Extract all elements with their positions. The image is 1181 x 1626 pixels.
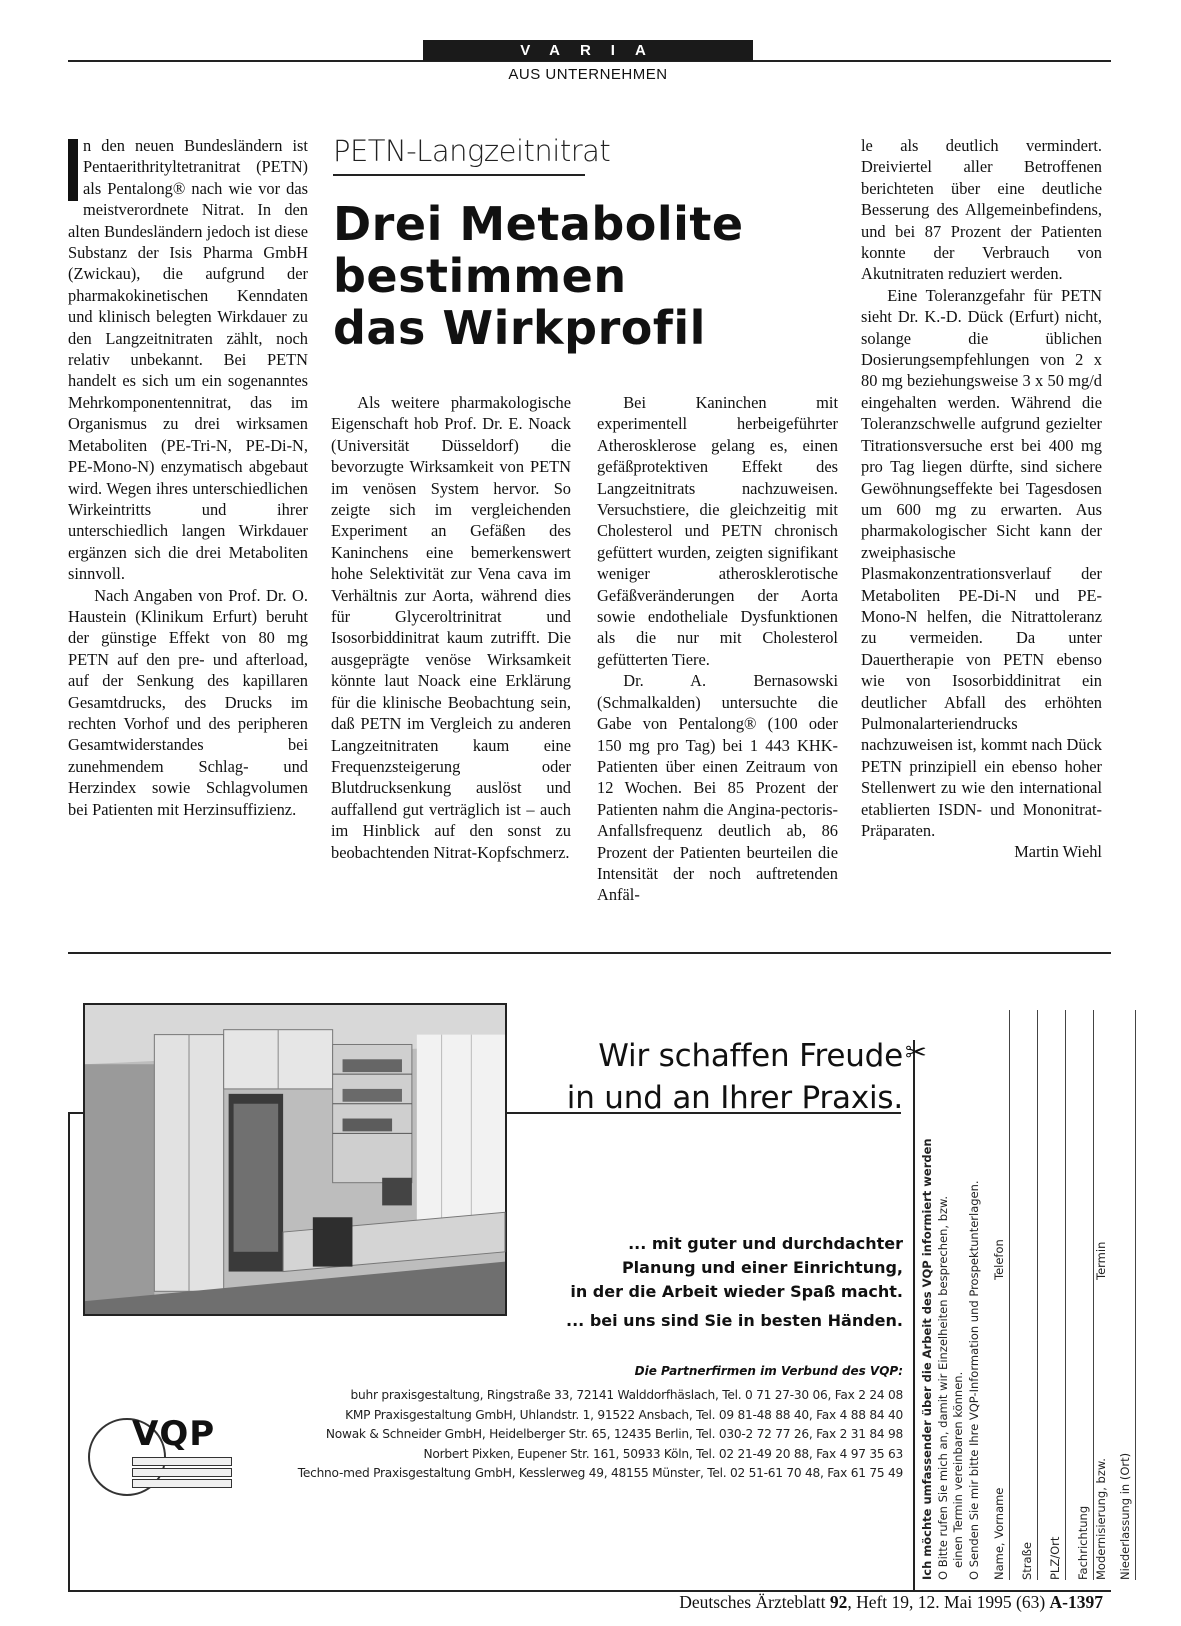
partner-entry: KMP Praxisgestaltung GmbH, Uhlandstr. 1, 91522 Ansbach, Tel. 09 81-48 88 40, Fax 4 88 84 40 (345, 1407, 903, 1422)
partner-entry: Techno-med Praxisgestaltung GmbH, Kesslerweg 49, 48155 Münster, Tel. 02 51-61 70 48, Fax 61 75 49 (297, 1466, 903, 1480)
ad-frame-line (68, 1112, 70, 1590)
ad-subheadline (520, 1232, 903, 1304)
page-footer (560, 1592, 1103, 1613)
coupon-field-location[interactable]: Niederlassung in (Ort) (1111, 1010, 1136, 1580)
ad-subheadline-line: Planung und einer Einrichtung, (621, 1258, 903, 1277)
ad-subheadline-line: ... mit guter und durchdachter (628, 1234, 903, 1253)
ad-frame-line (68, 1112, 83, 1114)
article-author: Martin Wiehl (1014, 842, 1102, 862)
paragraph: n den neuen Bundesländern ist Pentaerithrityltetranitrat (PETN) als Pentalong® nach wie vor das meistverordnete Nitrat. In den alten Bundesländern jedoch ist diese Substanz der Isis Pharma GmbH (Zwickau), die aufgrund der pharmakokinetischen Kenndaten und klinisch belegten Wirkdauer zu den Langzeitnitraten zählt, noch relativ unbekannt. Bei PETN handelt es sich um ein sogenanntes Mehrkomponentennitrat, das im Organismus zu drei wirksamen Metaboliten (PE-Tri-N, PE-Di-N, PE-Mono-N) enzymatisch abgebaut wird. Wegen ihres unterschiedlichen Wirkeintritts und ihrer unterschiedlich langen Wirkdauer ergänzen sich die drei Metaboliten sinnvoll. (68, 136, 308, 584)
journal-volume: 92 (829, 1592, 848, 1612)
paragraph: Nach Angaben von Prof. Dr. O. Haustein (Klinikum Erfurt) beruht der günstige Effekt von 80 mg PETN auf den pre- und afterload, auf der Senkung des kapillaren Gesamtdrucks, des Drucks im rechten Vorhof und des peripheren Gesamtwiderstandes bei zunehmendem Schlag- und Herzindex sowie Schlagvolumen bei Patienten mit Herzinsuffizienz. (68, 585, 308, 819)
journal-issue: , Heft 19, 12. Mai 1995 (63) (847, 1592, 1046, 1612)
ad-office-photo (83, 1003, 507, 1316)
vqp-logo: VQP (132, 1414, 216, 1454)
paragraph: Eine Toleranzgefahr für PETN sieht Dr. K.-D. Dück (Erfurt) nicht, solange die üblichen Dosierungsempfehlungen von 2 x 80 mg beziehungsweise 3 x 50 mg/d eingehalten werden. Während die Toleranzschwelle aufgrund gezielter Titrationsversuche erst bei 400 mg pro Tag liegen dürfte, sind sichere Gewöhnungseffekte bei Tagesdosen um 600 mg zu erwarten. Aus pharmakologischer Sicht kann der zweiphasische Plasmakonzentrationsverlauf der Metaboliten PE-Di-N und PE-Mono-N helfen, die Nitrattoleranz zu vermeiden. Da unter Dauertherapie von PETN ebenso wie von Isosorbiddinitrat ein deutlicher Abfall des erhöhten Pulmonalarteriendrucks nachzuweisen ist, kommt nach Dück PETN prinzipiell ein ebenso hoher Stellenwert zu wie den international etablierten ISDN- und Mononitrat-Präparaten. (861, 285, 1102, 840)
paragraph: le als deutlich vermindert. Dreiviertel aller Betroffenen berichteten über eine deutliche Besserung des Allgemeinbefindens, und bei 87 Prozent der Patienten konnte der Verbrauch von Akutnitraten reduziert werden. (861, 136, 1102, 284)
subsection-label: AUS UNTERNEHMEN (508, 66, 668, 83)
coupon-field-specialty[interactable]: Fachrichtung (1069, 1010, 1094, 1580)
ad-partners-list (240, 1386, 903, 1484)
paragraph: Bei Kaninchen mit experimentell herbeigeführter Atherosklerose gelang es, einen gefäßprotektiven Effekt des Langzeitnitrats nachzuweisen. Versuchstiere, die gleichzeitig mit Cholesterol und PETN chronisch gefüttert wurden, zeigten signifikant weniger atherosklerotische Gefäßveränderungen der Aorta sowie endotheliale Dysfunktionen als die nur mit Cholesterol gefütterten Tiere. (597, 393, 838, 669)
article-headline (333, 198, 833, 354)
ad-headline-line: Wir schaffen Freude (598, 1038, 903, 1074)
coupon-field-city[interactable]: PLZ/Ort (1041, 1010, 1066, 1580)
article-column-1 (68, 135, 308, 820)
scissors-icon: ✂ (905, 1038, 927, 1067)
article-column-4 (861, 135, 1102, 863)
headline-line: bestimmen (333, 249, 627, 303)
ad-subheadline-line: in der die Arbeit wieder Spaß macht. (570, 1282, 903, 1301)
kicker-rule (333, 174, 585, 176)
article-column-2 (331, 392, 571, 863)
article-column-3 (597, 392, 838, 906)
journal-name: Deutsches Ärzteblatt (679, 1592, 826, 1612)
paragraph: Als weitere pharmakologische Eigenschaft hob Prof. Dr. E. Noack (Universität Düsseldorf) die bevorzugte Wirksamkeit von PETN im venösen System hervor. So zeigte sich im vergleichenden Experiment an Gefäßen des Kaninchens eine bemerkenswert hohe Selektivität zur Vena cava im Verhältnis zur Aorta, während dies für Glyceroltrinitrat und Isosorbiddinitrat kaum zutrifft. Die ausgeprägte venöse Wirksamkeit könnte laut Noack eine Erklärung für die klinische Beobachtung sein, daß PETN im Vergleich zu anderen Langzeitnitraten kaum eine Frequenzsteigerung oder Blutdrucksenkung auslöst und auffallend gut verträglich ist – auch im Hinblick auf den sonst zu beobachtenden Nitrat-Kopfschmerz. (331, 393, 571, 862)
ad-partners-title: Die Partnerfirmen im Verbund des VQP: (634, 1364, 903, 1378)
section-divider (68, 952, 1111, 954)
headline-line: das Wirkprofil (333, 301, 706, 355)
ad-headline-line: in und an Ihrer Praxis. (566, 1080, 903, 1116)
coupon-field-modernisation[interactable]: Modernisierung, bzw. Termin (1093, 1241, 1108, 1580)
partner-entry: Nowak & Schneider GmbH, Heidelberger Str. 65, 12435 Berlin, Tel. 030-2 72 77 26, Fax 2 31 84 98 (325, 1427, 903, 1441)
page-number: A-1397 (1049, 1592, 1103, 1612)
coupon-option-call-cont: einen Termin vereinbaren können. (951, 1371, 965, 1568)
coupon-title: Ich möchte umfassender über die Arbeit des VQP informiert werden (920, 1138, 934, 1580)
coupon-option-call[interactable]: O Bitte rufen Sie mich an, damit wir Einzelheiten besprechen, bzw. (935, 1195, 950, 1580)
article-kicker: PETN-Langzeitnitrat (333, 134, 611, 168)
section-label: VARIA (423, 40, 753, 61)
ad-headline (520, 1035, 903, 1119)
ad-frame-line (913, 1040, 915, 1590)
vqp-logo-bars (132, 1457, 232, 1490)
coupon-field-street[interactable]: Straße (1013, 1010, 1038, 1580)
coupon-option-send[interactable]: O Senden Sie mir bitte Ihre VQP-Information und Prospektunterlagen. (966, 1180, 981, 1580)
ad-tagline: ... bei uns sind Sie in besten Händen. (566, 1311, 903, 1330)
coupon-field-name[interactable]: Name, Vorname Telefon (985, 1010, 1010, 1580)
paragraph: Dr. A. Bernasowski (Schmalkalden) untersuchte die Gabe von Pentalong® (100 oder 150 mg pro Tag) bei 1 443 KHK-Patienten über einen Zeitraum von 12 Wochen. Bei 85 Prozent der Patienten nahm die Angina-pectoris-Anfallsfrequenz deutlich ab, 86 Prozent der Patienten beurteilen die Intensität der noch auftretenden Anfäl- (597, 671, 838, 905)
ad-coupon (920, 1010, 1132, 1580)
partner-entry: Norbert Pixken, Eupener Str. 161, 50933 Köln, Tel. 02 21-49 20 88, Fax 4 97 35 63 (423, 1446, 903, 1461)
headline-line: Drei Metabolite (333, 197, 744, 251)
partner-entry: buhr praxisgestaltung, Ringstraße 33, 72141 Walddorfhäslach, Tel. 0 71 27-30 06, Fax 2 24 08 (350, 1388, 903, 1402)
drop-cap (68, 139, 78, 201)
